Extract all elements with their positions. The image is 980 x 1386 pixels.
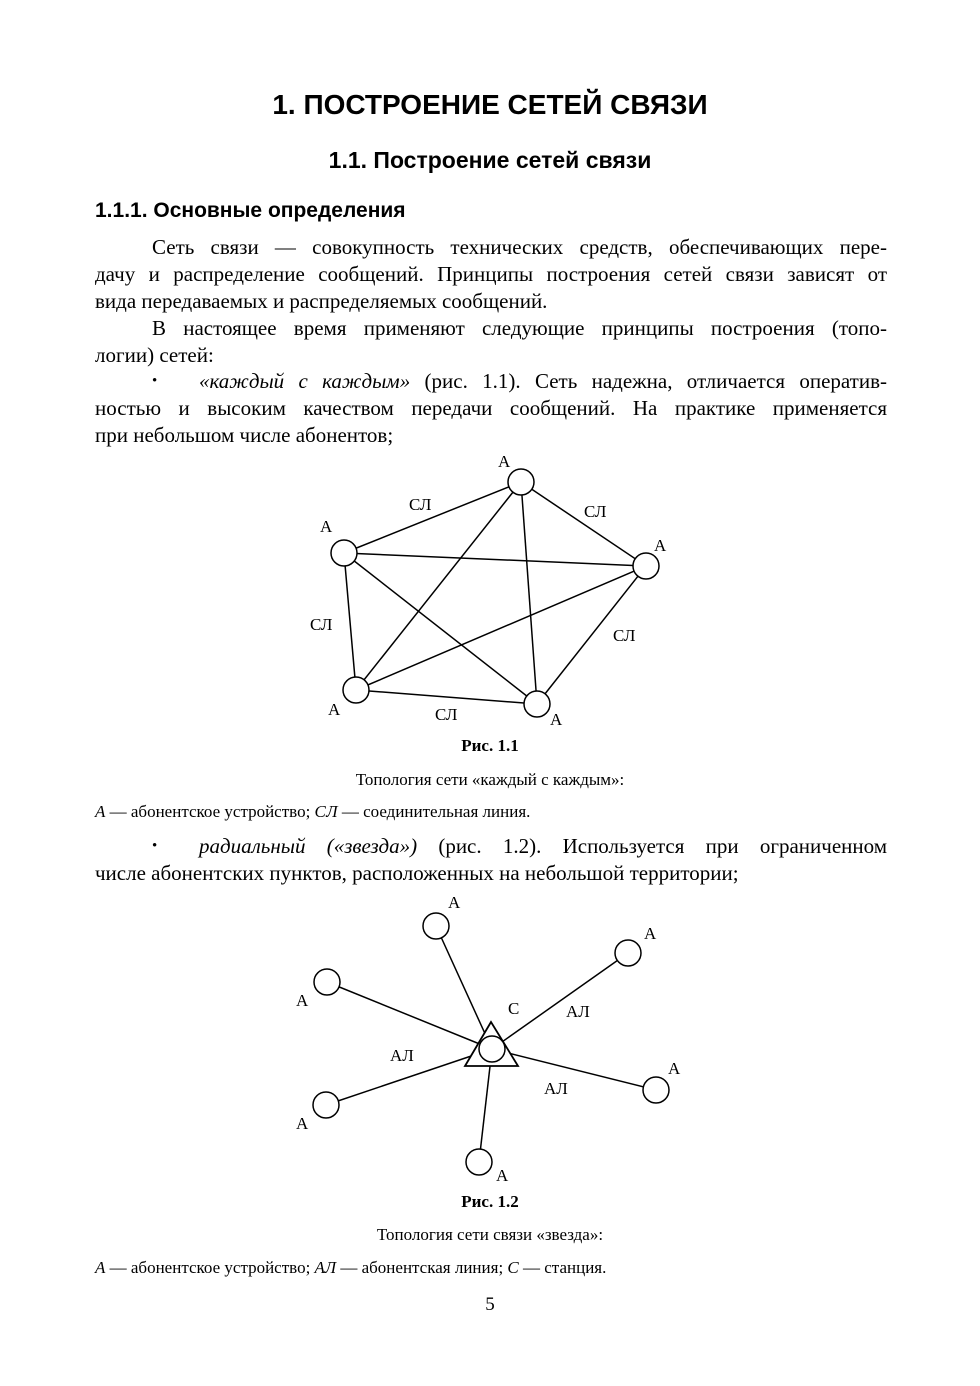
station-label: С <box>508 999 520 1018</box>
legend-symbol: С <box>507 1258 519 1277</box>
legend-text: — абонентское устройство; <box>105 802 315 821</box>
link-line <box>436 926 492 1049</box>
section-title: 1.1. Построение сетей связи <box>328 147 652 173</box>
node-label: А <box>498 452 511 471</box>
text-line: числе абонентских пунктов, расположенных на небольшой территории; <box>95 861 739 885</box>
link-line <box>492 1049 656 1090</box>
link-line <box>356 690 537 704</box>
paragraph-principles <box>95 315 887 369</box>
subsection-title: 1.1.1. Основные определения <box>95 199 406 222</box>
link-label: СЛ <box>409 495 432 514</box>
text-line: вида передаваемых и распределяемых сообщений. <box>95 289 548 313</box>
node-label: А <box>328 700 341 719</box>
legend-text: — соединительная линия. <box>337 802 531 821</box>
node-label: А <box>496 1166 509 1185</box>
legend-symbol: СЛ <box>314 802 338 821</box>
page-number: 5 <box>485 1294 495 1315</box>
text-line: дачу и распределение сообщений. Принципы построения сетей связи зависят от <box>95 262 887 286</box>
figure-number: Рис. 1.2 <box>461 1192 519 1211</box>
text-fragment: (рис. 1.1). Сеть надежна, отличается оператив- <box>410 369 887 393</box>
link-line <box>356 566 646 690</box>
text-line: при небольшом числе абонентов; <box>95 423 394 447</box>
subscriber-node <box>314 969 340 995</box>
bullet-icon: • <box>152 373 158 389</box>
figure-caption: Топология сети «каждый с каждым»: <box>355 770 625 789</box>
subscriber-node <box>331 540 357 566</box>
node-label: А <box>668 1059 681 1078</box>
paragraph-definition <box>95 234 887 315</box>
node-label: А <box>644 924 657 943</box>
text-fragment: (рис. 1.2). Используется при ограниченном <box>417 834 887 858</box>
text-line <box>95 368 887 395</box>
link-label: СЛ <box>435 705 458 724</box>
link-label: АЛ <box>390 1046 414 1065</box>
figure-mesh-diagram <box>290 450 690 735</box>
legend-text: — абонентская линия; <box>336 1258 508 1277</box>
subscriber-node <box>633 553 659 579</box>
link-label: АЛ <box>566 1002 590 1021</box>
term-mesh: «каждый с каждым» <box>199 369 411 393</box>
legend-symbol: А <box>95 1258 106 1277</box>
link-label: СЛ <box>310 615 333 634</box>
bullet-star-topology <box>95 833 887 887</box>
text-line: логии) сетей: <box>95 343 214 367</box>
link-line <box>344 482 521 553</box>
subscriber-node <box>466 1149 492 1175</box>
subscriber-node <box>524 691 550 717</box>
figure-number: Рис. 1.1 <box>461 736 519 755</box>
link-label: СЛ <box>584 502 607 521</box>
figure-legend <box>95 802 530 822</box>
link-line <box>521 482 646 566</box>
subscriber-node <box>643 1077 669 1103</box>
link-label: СЛ <box>613 626 636 645</box>
legend-symbol: А <box>95 802 106 821</box>
legend-text: — абонентское устройство; <box>105 1258 315 1277</box>
text-line: В настоящее время применяют следующие принципы построения (топо- <box>152 316 887 340</box>
link-line <box>344 553 537 704</box>
node-label: А <box>448 893 461 912</box>
node-label: А <box>296 1114 309 1133</box>
node-label: А <box>320 517 333 536</box>
link-line <box>521 482 537 704</box>
text-line <box>95 833 887 860</box>
bullet-icon: • <box>152 838 158 854</box>
chapter-title: 1. ПОСТРОЕНИЕ СЕТЕЙ СВЯЗИ <box>272 89 708 120</box>
text-line: Сеть связи — совокупность технических средств, обеспечивающих пере- <box>152 235 887 259</box>
subscriber-node <box>508 469 534 495</box>
link-line <box>344 553 646 566</box>
link-line <box>327 982 492 1049</box>
node-label: А <box>654 536 667 555</box>
text-line: ностью и высоким качеством передачи сообщений. На практике применяется <box>95 396 887 420</box>
figure-caption: Топология сети связи «звезда»: <box>376 1225 604 1244</box>
node-label: А <box>550 710 563 729</box>
node-label: А <box>296 991 309 1010</box>
link-line <box>344 553 356 690</box>
subscriber-node <box>615 940 641 966</box>
station-node <box>479 1036 505 1062</box>
figure-legend <box>95 1258 606 1278</box>
subscriber-node <box>313 1092 339 1118</box>
subscriber-node <box>343 677 369 703</box>
link-line <box>356 482 521 690</box>
subscriber-node <box>423 913 449 939</box>
legend-text: — станция. <box>518 1258 607 1277</box>
figure-star-diagram <box>280 885 700 1190</box>
legend-symbol: АЛ <box>314 1258 337 1277</box>
link-label: АЛ <box>544 1079 568 1098</box>
bullet-mesh-topology <box>95 368 887 449</box>
term-star: радиальный («звезда») <box>199 834 418 858</box>
